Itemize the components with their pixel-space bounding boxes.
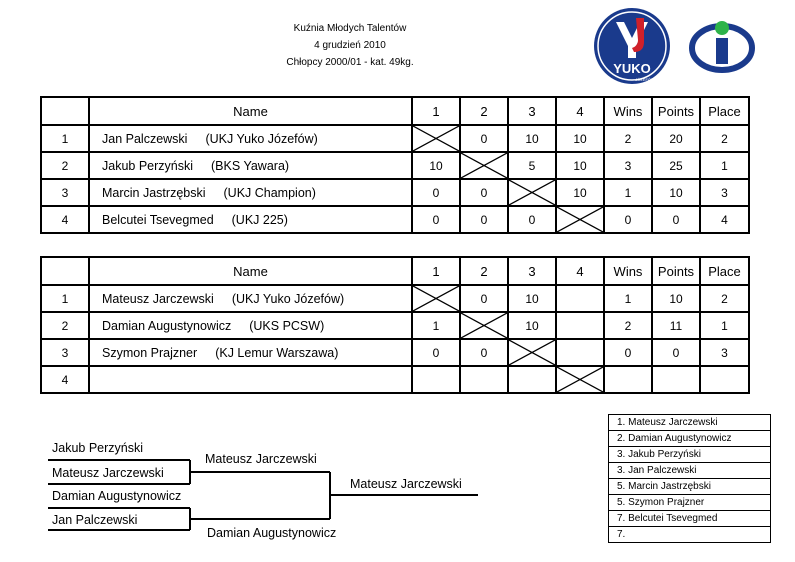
yuko-logo-sub: JÓZEFÓW bbox=[635, 77, 655, 82]
ranking-entry: 7. Belcutei Tsevegmed bbox=[609, 511, 771, 527]
bracket-semi2-top: Damian Augustynowicz bbox=[52, 489, 182, 503]
yuko-logo-text: YUKO bbox=[613, 61, 651, 76]
score-cell: 0 bbox=[412, 206, 460, 233]
score-cell: 10 bbox=[508, 125, 556, 152]
list-item bbox=[609, 527, 771, 543]
competitor-name: Jakub Perzyński bbox=[102, 158, 194, 173]
header-cell-3: 3 bbox=[508, 257, 556, 285]
wins-cell: 3 bbox=[604, 152, 652, 179]
points-cell: 25 bbox=[652, 152, 700, 179]
bracket-final-winner: Mateusz Jarczewski bbox=[350, 477, 462, 491]
header-cell-2: 2 bbox=[460, 97, 508, 125]
place-cell: 3 bbox=[700, 179, 749, 206]
score-cell: 0 bbox=[412, 179, 460, 206]
wins-cell: 2 bbox=[604, 125, 652, 152]
header-cell-name: Name bbox=[89, 97, 412, 125]
place-cell: 2 bbox=[700, 285, 749, 312]
wins-cell: 0 bbox=[604, 206, 652, 233]
header-cell-name: Name bbox=[89, 257, 412, 285]
place-cell: 1 bbox=[700, 312, 749, 339]
list-item bbox=[609, 447, 771, 463]
event-title: Kuźnia Młodych Talentów bbox=[293, 23, 407, 34]
score-cell: 0 bbox=[460, 285, 508, 312]
wins-cell: 1 bbox=[604, 285, 652, 312]
row-number: 2 bbox=[41, 312, 89, 339]
row-number: 1 bbox=[41, 125, 89, 152]
bracket-semi2-winner: Damian Augustynowicz bbox=[207, 526, 337, 540]
bracket-semi1-winner: Mateusz Jarczewski bbox=[205, 452, 317, 466]
competitor-name: Marcin Jastrzębski bbox=[102, 185, 206, 200]
score-cell: 0 bbox=[460, 339, 508, 366]
list-item bbox=[609, 463, 771, 479]
row-number: 3 bbox=[41, 339, 89, 366]
list-item bbox=[609, 511, 771, 527]
row-number: 2 bbox=[41, 152, 89, 179]
row-number: 4 bbox=[41, 366, 89, 393]
score-cell: 0 bbox=[412, 339, 460, 366]
bracket-semi2-bottom: Jan Palczewski bbox=[52, 513, 138, 527]
place-cell: 3 bbox=[700, 339, 749, 366]
event-date: 4 grudzień 2010 bbox=[314, 40, 386, 51]
header-cell-wins: Wins bbox=[604, 97, 652, 125]
competitor-name: Belcutei Tsevegmed bbox=[102, 212, 214, 227]
header-cell-place: Place bbox=[700, 257, 749, 285]
score-cell: 10 bbox=[556, 179, 604, 206]
event-category: Chłopcy 2000/01 - kat. 49kg. bbox=[286, 57, 414, 68]
ranking-entry: 2. Damian Augustynowicz bbox=[609, 431, 771, 447]
score-cell: 10 bbox=[412, 152, 460, 179]
list-item bbox=[609, 415, 771, 431]
score-cell: 0 bbox=[508, 206, 556, 233]
competitor-club: (UKJ 225) bbox=[231, 212, 288, 227]
ranking-entry: 3. Jan Palczewski bbox=[609, 463, 771, 479]
ranking-entry: 5. Szymon Prajzner bbox=[609, 495, 771, 511]
score-cell: 10 bbox=[508, 312, 556, 339]
wins-cell: 1 bbox=[604, 179, 652, 206]
place-cell: 1 bbox=[700, 152, 749, 179]
ranking-entry: 7. bbox=[609, 527, 771, 543]
competitor-club: (KJ Lemur Warszawa) bbox=[215, 345, 339, 360]
header-cell-points: Points bbox=[652, 257, 700, 285]
header-cell-points: Points bbox=[652, 97, 700, 125]
points-cell: 10 bbox=[652, 285, 700, 312]
bracket-semi1-top: Jakub Perzyński bbox=[52, 441, 144, 455]
points-cell: 11 bbox=[652, 312, 700, 339]
score-cell: 10 bbox=[556, 125, 604, 152]
ranking-entry: 5. Marcin Jastrzębski bbox=[609, 479, 771, 495]
header-cell-1: 1 bbox=[412, 97, 460, 125]
header-cell-2: 2 bbox=[460, 257, 508, 285]
competitor-club: (UKS PCSW) bbox=[249, 318, 325, 333]
wins-cell: 0 bbox=[604, 339, 652, 366]
score-cell: 0 bbox=[460, 179, 508, 206]
place-cell: 4 bbox=[700, 206, 749, 233]
final-ranking-table bbox=[608, 414, 771, 543]
header-cell-4: 4 bbox=[556, 97, 604, 125]
competitor-name: Damian Augustynowicz bbox=[102, 318, 232, 333]
row-number: 3 bbox=[41, 179, 89, 206]
score-cell: 10 bbox=[508, 285, 556, 312]
points-cell: 10 bbox=[652, 179, 700, 206]
competitor-club: (BKS Yawara) bbox=[211, 158, 290, 173]
header-cell-place: Place bbox=[700, 97, 749, 125]
score-cell: 0 bbox=[460, 125, 508, 152]
ranking-entry: 1. Mateusz Jarczewski bbox=[609, 415, 771, 431]
score-cell: 5 bbox=[508, 152, 556, 179]
competitor-name: Mateusz Jarczewski bbox=[102, 291, 214, 306]
competitor-name: Jan Palczewski bbox=[102, 131, 188, 146]
points-cell: 0 bbox=[652, 339, 700, 366]
place-cell: 2 bbox=[700, 125, 749, 152]
competitor-club: (UKJ Champion) bbox=[223, 185, 316, 200]
header-cell-wins: Wins bbox=[604, 257, 652, 285]
row-number: 4 bbox=[41, 206, 89, 233]
score-cell: 1 bbox=[412, 312, 460, 339]
points-cell: 0 bbox=[652, 206, 700, 233]
list-item bbox=[609, 479, 771, 495]
points-cell: 20 bbox=[652, 125, 700, 152]
header-cell-1: 1 bbox=[412, 257, 460, 285]
ranking-entry: 3. Jakub Perzyński bbox=[609, 447, 771, 463]
header-cell-4: 4 bbox=[556, 257, 604, 285]
competitor-name: Szymon Prajzner bbox=[102, 345, 198, 360]
wins-cell: 2 bbox=[604, 312, 652, 339]
score-cell: 10 bbox=[556, 152, 604, 179]
row-number: 1 bbox=[41, 285, 89, 312]
bracket-semi1-bottom: Mateusz Jarczewski bbox=[52, 466, 164, 480]
header-cell-3: 3 bbox=[508, 97, 556, 125]
list-item bbox=[609, 495, 771, 511]
list-item bbox=[609, 431, 771, 447]
competitor-club: (UKJ Yuko Józefów) bbox=[205, 131, 318, 146]
score-cell: 0 bbox=[460, 206, 508, 233]
competitor-club: (UKJ Yuko Józefów) bbox=[231, 291, 345, 306]
